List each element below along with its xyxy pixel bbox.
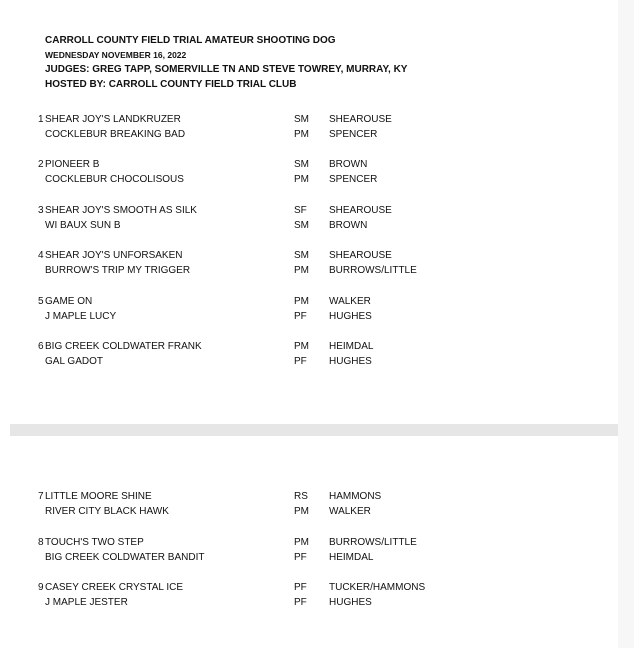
dog-owner: HUGHES [329, 356, 372, 367]
dog-class: PF [294, 356, 307, 367]
brace-8-dog-2 [10, 552, 618, 566]
dog-name: J MAPLE LUCY [45, 311, 117, 322]
dog-owner: HUGHES [329, 597, 372, 608]
brace-7-dog-1 [10, 491, 618, 505]
brace-5-dog-2 [10, 311, 618, 325]
brace-number: 4 [38, 250, 44, 261]
page-break-divider [10, 424, 618, 436]
brace-number: 9 [38, 582, 44, 593]
dog-name: SHEAR JOY'S LANDKRUZER [45, 114, 181, 125]
dog-owner: SHEAROUSE [329, 250, 392, 261]
dog-owner: SPENCER [329, 129, 378, 140]
dog-owner: WALKER [329, 296, 371, 307]
dog-owner: BROWN [329, 220, 368, 231]
dog-name: COCKLEBUR BREAKING BAD [45, 129, 186, 140]
brace-4-dog-1 [10, 250, 618, 264]
brace-6-dog-2 [10, 356, 618, 370]
document-page-1 [10, 0, 618, 424]
brace-number: 6 [38, 341, 44, 352]
dog-owner: HEIMDAL [329, 552, 374, 563]
brace-2-dog-2 [10, 174, 618, 188]
viewer-right-margin [618, 0, 634, 648]
brace-5-dog-1 [10, 296, 618, 310]
dog-name: CASEY CREEK CRYSTAL ICE [45, 582, 184, 593]
dog-name: GAL GADOT [45, 356, 103, 367]
brace-1-dog-2 [10, 129, 618, 143]
brace-9-dog-1 [10, 582, 618, 596]
dog-class: PF [294, 311, 307, 322]
brace-number: 8 [38, 537, 44, 548]
brace-9-dog-2 [10, 597, 618, 611]
dog-owner: SPENCER [329, 174, 378, 185]
dog-name: SHEAR JOY'S UNFORSAKEN [45, 250, 183, 261]
dog-class: PM [294, 129, 309, 140]
dog-class: PM [294, 341, 309, 352]
dog-class: PF [294, 582, 307, 593]
dog-name: BIG CREEK COLDWATER FRANK [45, 341, 202, 352]
dog-name: SHEAR JOY'S SMOOTH AS SILK [45, 205, 197, 216]
brace-3-dog-1 [10, 205, 618, 219]
dog-class: PF [294, 597, 307, 608]
dog-class: RS [294, 491, 308, 502]
dog-class: SM [294, 250, 309, 261]
dog-owner: HUGHES [329, 311, 372, 322]
hosted-by-line: HOSTED BY: CARROLL COUNTY FIELD TRIAL CLUB [45, 79, 297, 90]
brace-8-dog-1 [10, 537, 618, 551]
dog-class: PM [294, 537, 309, 548]
dog-class: PM [294, 174, 309, 185]
trial-title: CARROLL COUNTY FIELD TRIAL AMATEUR SHOOTING DOG [45, 35, 336, 46]
dog-owner: TUCKER/HAMMONS [329, 582, 426, 593]
dog-class: SF [294, 205, 307, 216]
dog-owner: HEIMDAL [329, 341, 374, 352]
document-page-2 [10, 436, 618, 648]
brace-number: 2 [38, 159, 44, 170]
dog-name: TOUCH'S TWO STEP [45, 537, 144, 548]
dog-owner: BURROWS/LITTLE [329, 265, 417, 276]
brace-2-dog-1 [10, 159, 618, 173]
brace-number: 7 [38, 491, 44, 502]
dog-owner: SHEAROUSE [329, 205, 392, 216]
dog-name: BURROW'S TRIP MY TRIGGER [45, 265, 191, 276]
dog-name: WI BAUX SUN B [45, 220, 121, 231]
dog-name: LITTLE MOORE SHINE [45, 491, 152, 502]
dog-name: BIG CREEK COLDWATER BANDIT [45, 552, 205, 563]
brace-4-dog-2 [10, 265, 618, 279]
dog-name: PIONEER B [45, 159, 100, 170]
brace-6-dog-1 [10, 341, 618, 355]
dog-class: SM [294, 159, 309, 170]
brace-3-dog-2 [10, 220, 618, 234]
brace-number: 3 [38, 205, 44, 216]
dog-class: PM [294, 296, 309, 307]
dog-name: COCKLEBUR CHOCOLISOUS [45, 174, 184, 185]
dog-name: RIVER CITY BLACK HAWK [45, 506, 169, 517]
judges-line: JUDGES: GREG TAPP, SOMERVILLE TN AND STEVE TOWREY, MURRAY, KY [45, 64, 408, 75]
dog-name: J MAPLE JESTER [45, 597, 128, 608]
brace-7-dog-2 [10, 506, 618, 520]
dog-owner: SHEAROUSE [329, 114, 392, 125]
brace-number: 5 [38, 296, 44, 307]
dog-class: PM [294, 506, 309, 517]
dog-name: GAME ON [45, 296, 93, 307]
dog-class: SM [294, 114, 309, 125]
brace-number: 1 [38, 114, 44, 125]
trial-date: WEDNESDAY NOVEMBER 16, 2022 [45, 50, 187, 60]
dog-class: PM [294, 265, 309, 276]
dog-owner: HAMMONS [329, 491, 382, 502]
brace-1-dog-1 [10, 114, 618, 128]
dog-class: PF [294, 552, 307, 563]
dog-owner: BROWN [329, 159, 368, 170]
dog-owner: WALKER [329, 506, 371, 517]
dog-owner: BURROWS/LITTLE [329, 537, 417, 548]
dog-class: SM [294, 220, 309, 231]
